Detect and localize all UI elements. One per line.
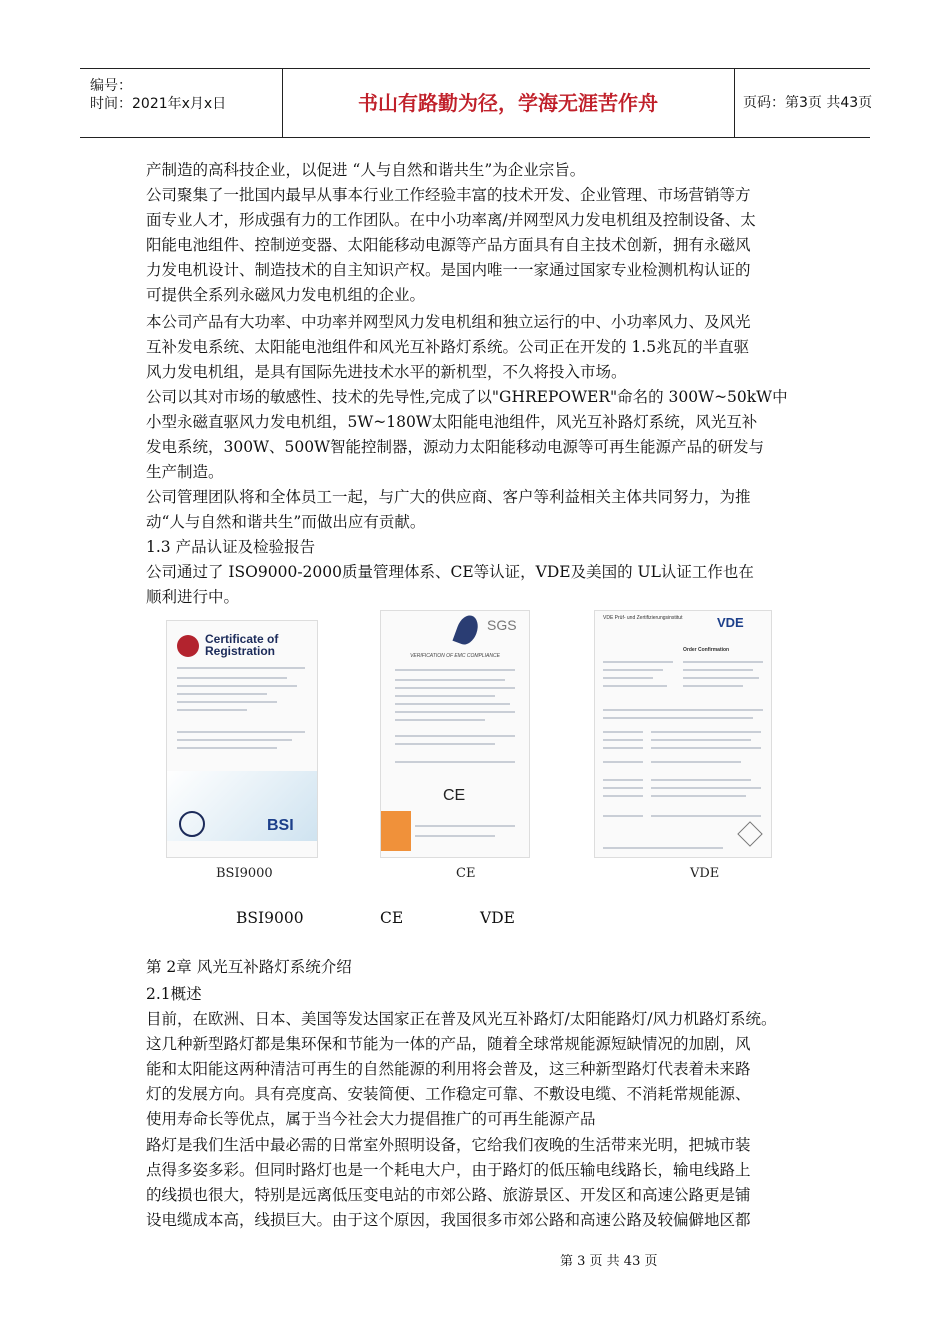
ukas-mark-icon	[179, 811, 205, 837]
body-line: 公司以其对市场的敏感性、技术的先导性,完成了以"GHREPOWER"命名的 300W~50kW中	[146, 388, 788, 406]
body-line: 产制造的高科技企业，以促进 “人与自然和谐共生”为企业宗旨。	[146, 161, 586, 179]
vde-institute-name: VDE Prüf- und Zertifizierungsinstitut	[603, 615, 683, 621]
sgs-logo: SGS	[487, 617, 517, 633]
date-label: 时间：2021年x月x日	[90, 96, 227, 112]
body-line: 风力发电机组，是具有国际先进技术水平的新机型，不久将投入市场。	[146, 363, 627, 381]
body-line: 设电缆成本高，线损巨大。由于这个原因，我国很多市郊公路和高速公路及较偏僻地区都	[146, 1211, 751, 1229]
vde-logo: VDE	[717, 615, 744, 630]
body-line: 使用寿命长等优点，属于当今社会大力提倡推广的可再生能源产品	[146, 1110, 596, 1128]
body-line: 力发电机设计、制造技术的自主知识产权。是国内唯一一家通过国家专业检测机构认证的	[146, 261, 751, 279]
certificate-label-bsi: BSI9000	[216, 866, 273, 881]
page-footer: 第 3 页 共 43 页	[560, 1254, 658, 1269]
ce-cert-title: VERIFICATION OF EMC COMPLIANCE	[410, 653, 500, 659]
body-line: 生产制造。	[146, 463, 224, 481]
body-line: 灯的发展方向。具有亮度高、安装简便、工作稳定可靠、不敷设电缆、不消耗常规能源、	[146, 1085, 751, 1103]
bsi-seal-icon	[177, 635, 199, 657]
body-line: 能和太阳能这两种清洁可再生的自然能源的利用将会普及，这三种新型路灯代表着未来路	[146, 1060, 751, 1078]
certificate-label-ce: CE	[456, 866, 476, 881]
body-line: 目前，在欧洲、日本、美国等发达国家正在普及风光互补路灯/太阳能路灯/风力机路灯系统。	[146, 1010, 777, 1028]
body-line: 面专业人才，形成强有力的工作团队。在中小功率离/并网型风力发电机组及控制设备、太	[146, 211, 756, 229]
section-heading-2-1: 2.1概述	[146, 985, 202, 1003]
body-line: 这几种新型路灯都是集环保和节能为一体的产品，随着全球常规能源短缺情况的加剧，风	[146, 1035, 751, 1053]
caption-ce: CE	[380, 909, 404, 927]
body-line: 公司管理团队将和全体员工一起，与广大的供应商、客户等利益相关主体共同努力，为推	[146, 488, 751, 506]
section-heading-1-3: 1.3 产品认证及检验报告	[146, 538, 316, 556]
certificate-label-vde: VDE	[690, 866, 720, 881]
bsi-logo: BSI	[267, 817, 294, 834]
caption-bsi9000: BSI9000	[236, 909, 304, 927]
body-line: 公司聚集了一批国内最早从事本行业工作经验丰富的技术开发、企业管理、市场营销等方	[146, 186, 751, 204]
body-line: 阳能电池组件、控制逆变器、太阳能移动电源等产品方面具有自主技术创新，拥有永磁风	[146, 236, 751, 254]
certificate-ce-image	[380, 610, 530, 858]
chapter-2-heading: 第 2章 风光互补路灯系统介绍	[146, 958, 352, 976]
vde-stamp-icon	[737, 821, 762, 846]
body-line: 路灯是我们生活中最必需的日常室外照明设备，它给我们夜晚的生活带来光明，把城市装	[146, 1136, 751, 1154]
body-line: 的线损也很大，特别是远离低压变电站的市郊公路、旅游景区、开发区和高速公路更是铺	[146, 1186, 751, 1204]
page-header	[80, 68, 873, 138]
caption-vde: VDE	[480, 909, 515, 927]
body-line: 可提供全系列永磁风力发电机组的企业。	[146, 286, 426, 304]
sgs-bird-icon	[452, 612, 481, 647]
certificate-bsi-image	[166, 620, 318, 858]
ce-mark: CE	[443, 787, 466, 804]
orange-tab	[381, 811, 411, 851]
header-motto: 书山有路勤为径，学海无涯苦作舟	[282, 69, 735, 137]
body-line: 本公司产品有大功率、中功率并网型风力发电机组和独立运行的中、小功率风力、及风光	[146, 313, 751, 331]
number-label: 编号：	[90, 78, 132, 94]
body-line: 点得多姿多彩。但同时路灯也是一个耗电大户，由于路灯的低压输电线路长，输电线路上	[146, 1161, 751, 1179]
body-line: 公司通过了 ISO9000-2000质量管理体系、CE等认证，VDE及美国的 UL认证工作也在	[146, 563, 754, 581]
bsi-cert-title: Certificate of Registration	[205, 632, 279, 658]
header-page-info: 页码：第3页 共43页	[743, 95, 873, 111]
body-line: 小型永磁直驱风力发电机组，5W~180W太阳能电池组件，风光互补路灯系统，风光互补	[146, 413, 758, 431]
header-left-cell	[80, 69, 283, 137]
body-line: 互补发电系统、太阳能电池组件和风光互补路灯系统。公司正在开发的 1.5兆瓦的半直驱	[146, 338, 750, 356]
vde-order-confirmation: Order Confirmation	[683, 647, 730, 653]
body-line: 发电系统，300W、500W智能控制器，源动力太阳能移动电源等可再生能源产品的研发与	[146, 438, 765, 456]
certificate-vde-image	[594, 610, 772, 858]
body-line: 顺利进行中。	[146, 588, 240, 606]
body-line: 动“人与自然和谐共生”而做出应有贡献。	[146, 513, 426, 531]
